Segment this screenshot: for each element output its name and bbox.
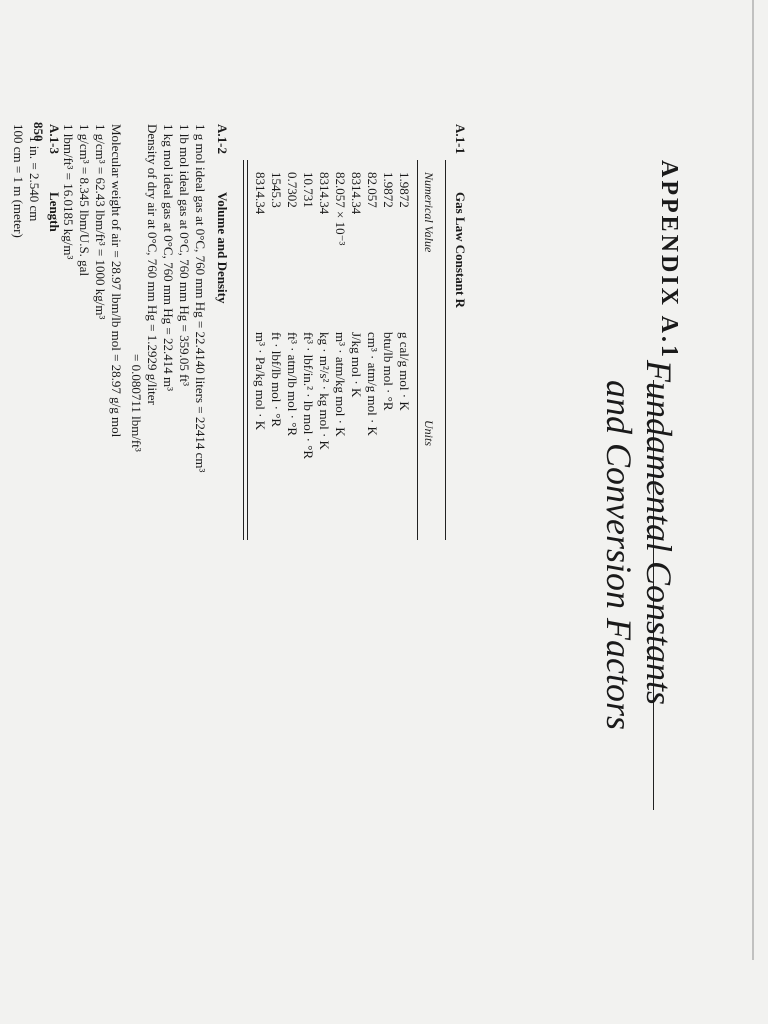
table-cell-units: J/kg mol · K xyxy=(349,332,364,398)
text-line: 1 g/cm³ = 8.345 lbm/U.S. gal xyxy=(77,124,92,277)
table-cell-units: g cal/g mol · K xyxy=(397,332,412,411)
table-cell-units: btu/lb mol · °R xyxy=(381,332,396,411)
table-cell-value: 8314.34 xyxy=(253,172,268,215)
table-cell-units: cm³ · atm/g mol · K xyxy=(365,332,380,436)
text-line: 1 g/cm³ = 62.43 lbm/ft³ = 1000 kg/m³ xyxy=(93,124,108,320)
table-cell-units: m³ · atm/kg mol · K xyxy=(333,332,348,437)
table-cell-units: ft · lbf/lb mol · °R xyxy=(269,332,284,428)
table-bottom-rule-2 xyxy=(243,160,244,540)
table-cell-value: 8314.34 xyxy=(317,172,332,215)
table-cell-units: ft³ · atm/lb mol · °R xyxy=(285,332,300,437)
table-cell-value: 10.731 xyxy=(301,172,316,208)
table-top-rule xyxy=(445,160,446,540)
table-cell-value: 82.057 xyxy=(365,172,380,208)
title-line-2: and Conversion Factors xyxy=(599,380,639,730)
section-3-title: Length xyxy=(47,192,62,232)
text-line: 1 kg mol ideal gas at 0°C, 760 mm Hg = 22.414 m³ xyxy=(161,124,176,392)
table-cell-value: 0.7302 xyxy=(285,172,300,208)
text-line: 1 g mol ideal gas at 0°C, 760 mm Hg = 22.4140 liters = 22414 cm³ xyxy=(193,124,208,473)
table-cell-value: 8314.34 xyxy=(349,172,364,215)
text-line: 100 cm = 1 m (meter) xyxy=(11,124,26,238)
appendix-label: APPENDIX A.1 xyxy=(656,160,682,361)
title-line-1: Fundamental Constants xyxy=(639,360,679,706)
page-number: 850 xyxy=(31,122,46,142)
text-line: 1 in. = 2.540 cm xyxy=(27,136,42,222)
table-cell-value: 1545.3 xyxy=(269,172,284,208)
section-3-body xyxy=(10,124,42,238)
text-line: = 0.080711 lbm/ft³ xyxy=(129,354,144,452)
text-line: 1 lb mol ideal gas at 0°C, 760 mm Hg = 359.05 ft³ xyxy=(177,124,192,386)
table-cell-value: 1.9872 xyxy=(381,172,396,208)
section-1-number: A.1-1 xyxy=(453,124,468,154)
column-header-value: Numerical Value xyxy=(422,172,436,253)
column-header-units: Units xyxy=(422,420,436,447)
table-header-rule xyxy=(417,160,418,540)
section-1-title: Gas Law Constant R xyxy=(453,192,468,308)
section-3-number: A.1-3 xyxy=(47,124,62,154)
section-2-title: Volume and Density xyxy=(215,192,230,304)
table-cell-units: ft³ · lbf/in.² · lb mol · °R xyxy=(301,332,316,460)
text-line: Molecular weight of air = 28.97 lbm/lb mol = 28.97 g/g mol xyxy=(109,124,124,438)
table-bottom-rule xyxy=(247,160,248,540)
section-2-number: A.1-2 xyxy=(215,124,230,154)
scan-artifact-line xyxy=(752,0,754,960)
section-2-body xyxy=(60,124,208,472)
table-cell-units: m³ · Pa/kg mol · K xyxy=(253,332,268,431)
table-cell-value: 1.9872 xyxy=(397,172,412,208)
table-values-column xyxy=(252,172,412,245)
table-cell-units: kg · m²/s² · kg mol · K xyxy=(317,332,332,450)
table-units-column xyxy=(252,332,412,459)
text-line: 1 lbm/ft³ = 16.0185 kg/m³ xyxy=(61,124,76,260)
text-line: Density of dry air at 0°C, 760 mm Hg = 1.2929 g/liter xyxy=(145,124,160,405)
table-cell-value: 82.057 × 10⁻³ xyxy=(333,172,348,246)
